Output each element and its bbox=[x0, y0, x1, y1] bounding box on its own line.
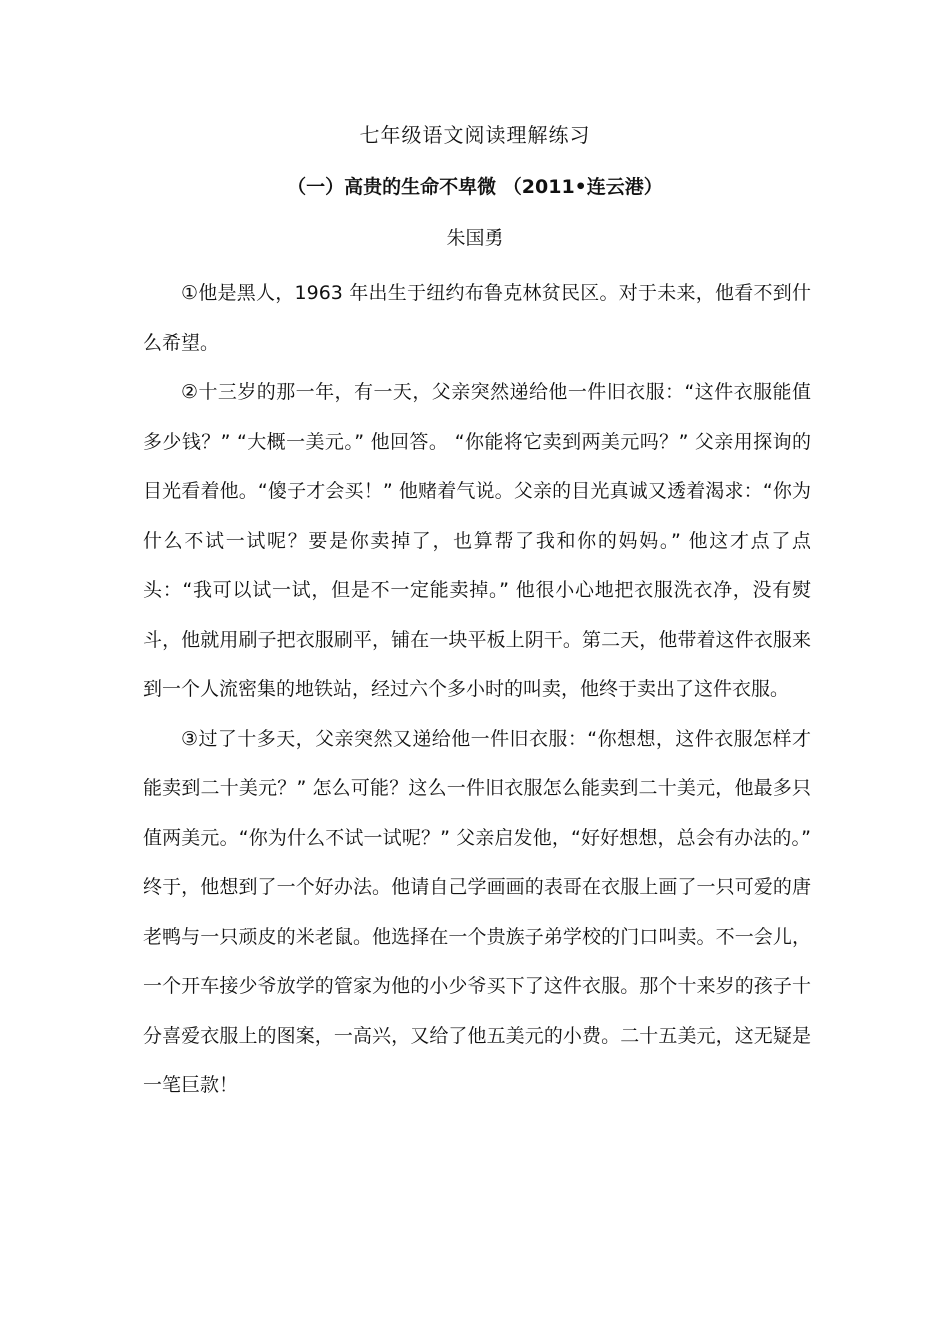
paragraph-1: ①他是黑人，1963 年出生于纽约布鲁克林贫民区。对于未来，他看不到什么希望。 bbox=[143, 282, 811, 354]
document-title: 七年级语文阅读理解练习 bbox=[359, 123, 591, 147]
article-body bbox=[143, 269, 811, 1111]
article-title: （一）高贵的生命不卑微 （2011•连云港） bbox=[287, 176, 663, 198]
author-name: 朱国勇 bbox=[446, 227, 504, 249]
paragraph-2: ②十三岁的那一年，有一天，父亲突然递给他一件旧衣服：“这件衣服能值多少钱？” “大概一美元。” 他回答。 “你能将它卖到两美元吗？” 父亲用探询的目光看着他。“傻子才会买！” 他赌着气说。父亲的目光真诚又透着渴求：“你为什么不试一试呢？要是你卖掉了，也算帮了我和你的妈妈。” 他这才点了点头：“我可以试一试，但是不一定能卖掉。” 他很小心地把衣服洗衣净，没有熨斗，他就用刷子把衣服刷平，铺在一块平板上阴干。第二天，他带着这件衣服来到一个人流密集的地铁站，经过六个多小时的叫卖，他终于卖出了这件衣服。 bbox=[143, 381, 811, 700]
paragraph-3: ③过了十多天，父亲突然又递给他一件旧衣服：“你想想，这件衣服怎样才能卖到二十美元？” 怎么可能？这么一件旧衣服怎么能卖到二十美元，他最多只值两美元。“你为什么不试一试呢？” 父亲启发他，“好好想想，总会有办法的。” 终于，他想到了一个好办法。他请自己学画画的表哥在衣服上画了一只可爱的唐老鸭与一只顽皮的米老鼠。他选择在一个贵族子弟学校的门口叫卖。不一会儿，一个开车接少爷放学的管家为他的小少爷买下了这件衣服。那个十来岁的孩子十分喜爱衣服上的图案，一高兴，又给了他五美元的小费。二十五美元，这无疑是一笔巨款！ bbox=[143, 727, 811, 1096]
